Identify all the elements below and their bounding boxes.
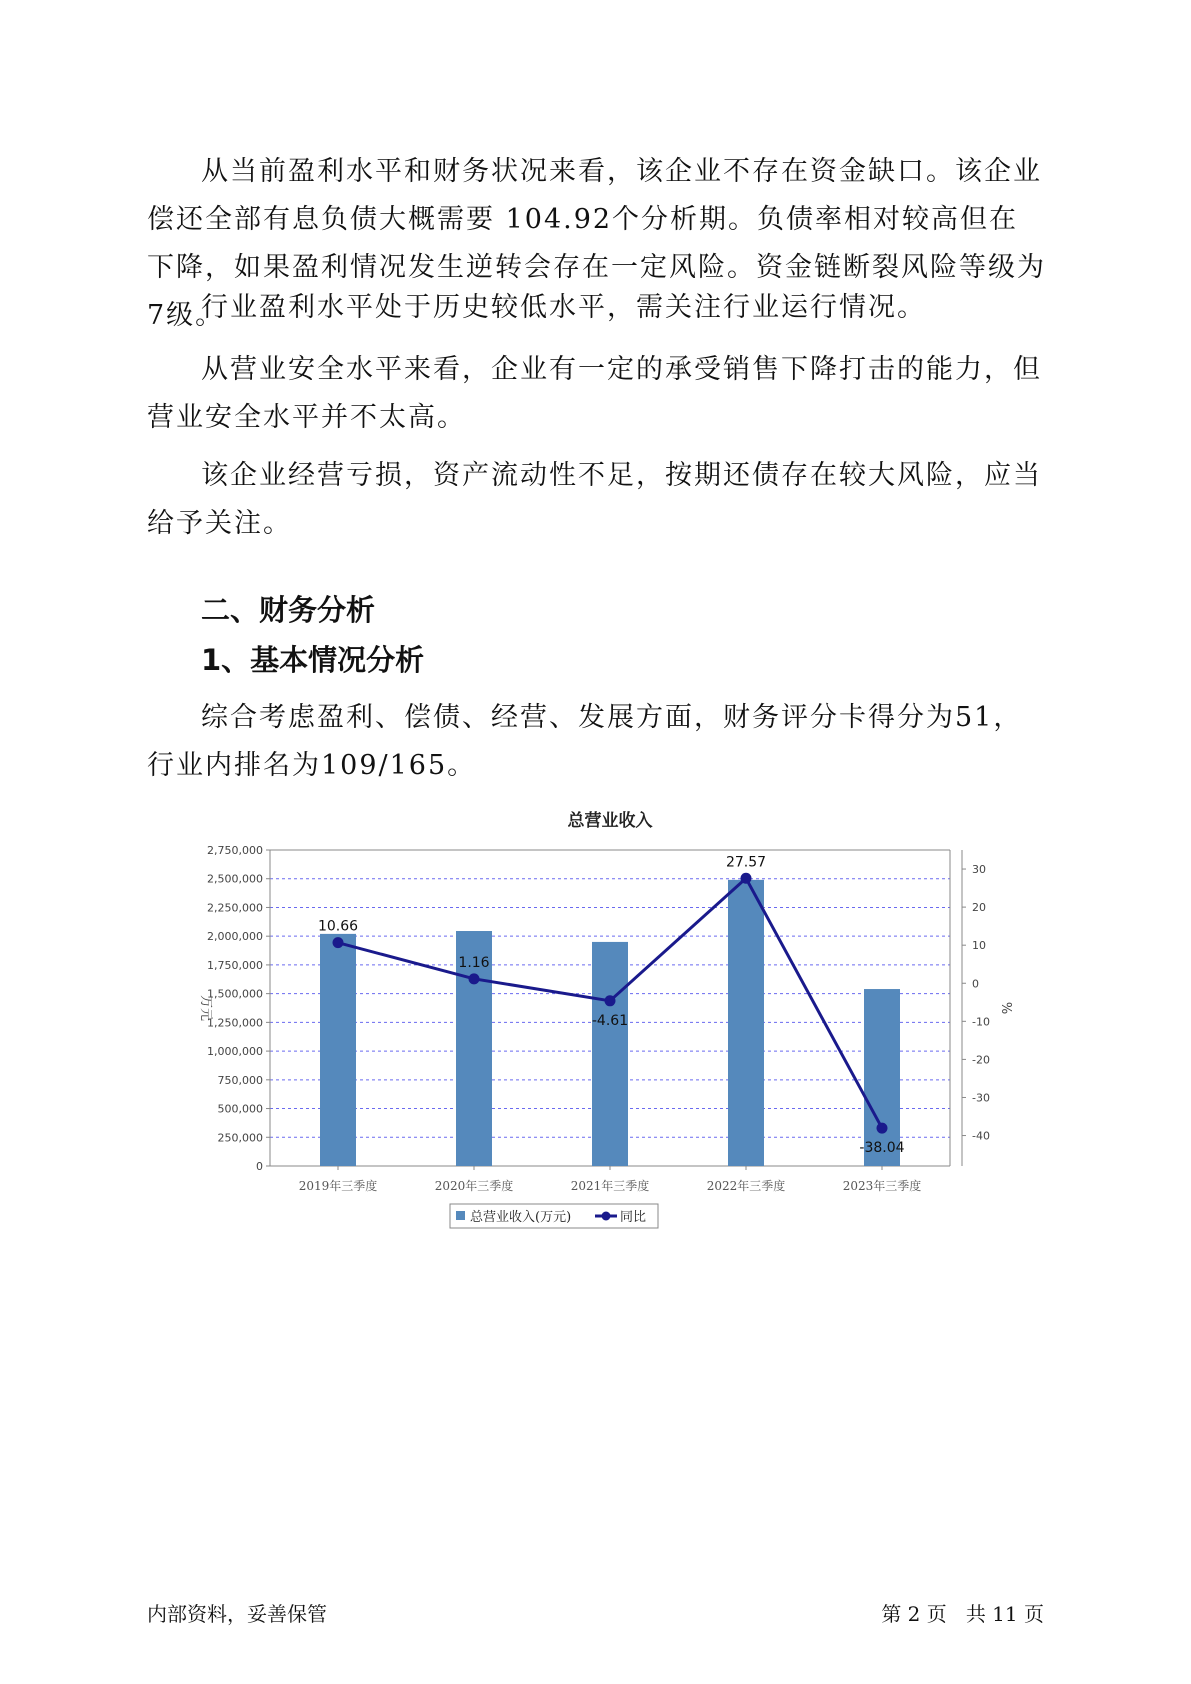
y-tick-label: 2,000,000 xyxy=(207,930,263,944)
yoy-point-3 xyxy=(605,995,616,1006)
y-axis-label: 万元 xyxy=(198,994,213,1022)
y-tick-label: 1,250,000 xyxy=(207,1016,263,1030)
y2-tick-label: 20 xyxy=(972,901,986,915)
y-tick-label: 2,250,000 xyxy=(207,901,263,915)
footer-page-number: 第 2 页 共 11 页 xyxy=(881,1602,1044,1626)
paragraph-industry-profit: 行业盈利水平处于历史较低水平，需关注行业运行情况。 xyxy=(201,292,926,323)
y2-tick-label: 10 xyxy=(972,939,986,953)
chart-title: 总营业收入 xyxy=(567,811,653,831)
y2-tick-label: -40 xyxy=(972,1129,990,1143)
revenue-chart xyxy=(180,806,1040,1266)
y-tick-label: 500,000 xyxy=(217,1102,263,1116)
legend-label-yoy: 同比 xyxy=(620,1210,647,1225)
paragraph-score-summary: 综合考虑盈利、偿债、经营、发展方面，财务评分卡得分为51，行业内排名为109/165。 xyxy=(147,702,1023,781)
x-tick-label: 2019年三季度 xyxy=(298,1179,378,1193)
yoy-point-5 xyxy=(877,1123,888,1134)
paragraph-operating-safety: 从营业安全水平来看，企业有一定的承受销售下降打击的能力，但营业安全水平并不太高。 xyxy=(147,354,1042,433)
y-tick-label: 2,750,000 xyxy=(207,844,263,857)
y-tick-label: 1,750,000 xyxy=(207,958,263,972)
yoy-point-2 xyxy=(469,973,480,984)
y-tick-label: 2,500,000 xyxy=(207,872,263,886)
yoy-data-label: 10.66 xyxy=(317,918,359,935)
bar-4 xyxy=(728,880,764,1166)
paragraph-funding-gap: 从当前盈利水平和财务状况来看，该企业不存在资金缺口。该企业偿还全部有息负债大概需要 104.92个分析期。负债率相对较高但在下降，如果盈利情况发生逆转会存在一定风险。资金链断裂风险等级为7级。 xyxy=(147,156,1046,331)
legend-label-revenue: 总营业收入(万元) xyxy=(470,1210,572,1225)
bar-1 xyxy=(320,934,356,1166)
yoy-point-4 xyxy=(741,873,752,884)
y-tick-label: 1,500,000 xyxy=(207,987,263,1001)
yoy-data-label: 1.16 xyxy=(458,954,490,971)
x-tick-label: 2020年三季度 xyxy=(434,1179,514,1193)
y2-tick-label: -20 xyxy=(972,1053,990,1067)
legend-swatch-bar xyxy=(456,1211,465,1220)
y2-tick-label: -10 xyxy=(972,1015,990,1029)
x-tick-label: 2023年三季度 xyxy=(842,1179,922,1193)
yoy-point-1 xyxy=(333,937,344,948)
paragraph-debt-risk: 该企业经营亏损，资产流动性不足，按期还债存在较大风险，应当给予关注。 xyxy=(147,460,1042,539)
y2-tick-label: -30 xyxy=(972,1091,990,1105)
y-tick-label: 750,000 xyxy=(217,1073,263,1087)
yoy-data-label: -38.04 xyxy=(859,1140,905,1157)
x-tick-label: 2021年三季度 xyxy=(570,1179,650,1193)
y2-tick-label: 30 xyxy=(972,863,986,877)
subsection-heading: 1、基本情况分析 xyxy=(201,643,425,677)
yoy-data-label: -4.61 xyxy=(591,1012,629,1029)
y-tick-label: 0 xyxy=(256,1160,263,1173)
y-tick-label: 250,000 xyxy=(217,1131,263,1145)
y2-tick-label: 0 xyxy=(972,977,979,991)
y-tick-label: 1,000,000 xyxy=(207,1045,263,1059)
section-heading: 二、财务分析 xyxy=(201,593,376,627)
legend-swatch-marker xyxy=(602,1212,611,1221)
y2-axis-label: % xyxy=(998,1001,1013,1015)
footer-confidential: 内部资料，妥善保管 xyxy=(147,1602,327,1626)
yoy-data-label: 27.57 xyxy=(725,854,767,871)
bar-3 xyxy=(592,942,628,1166)
x-tick-label: 2022年三季度 xyxy=(706,1179,786,1193)
